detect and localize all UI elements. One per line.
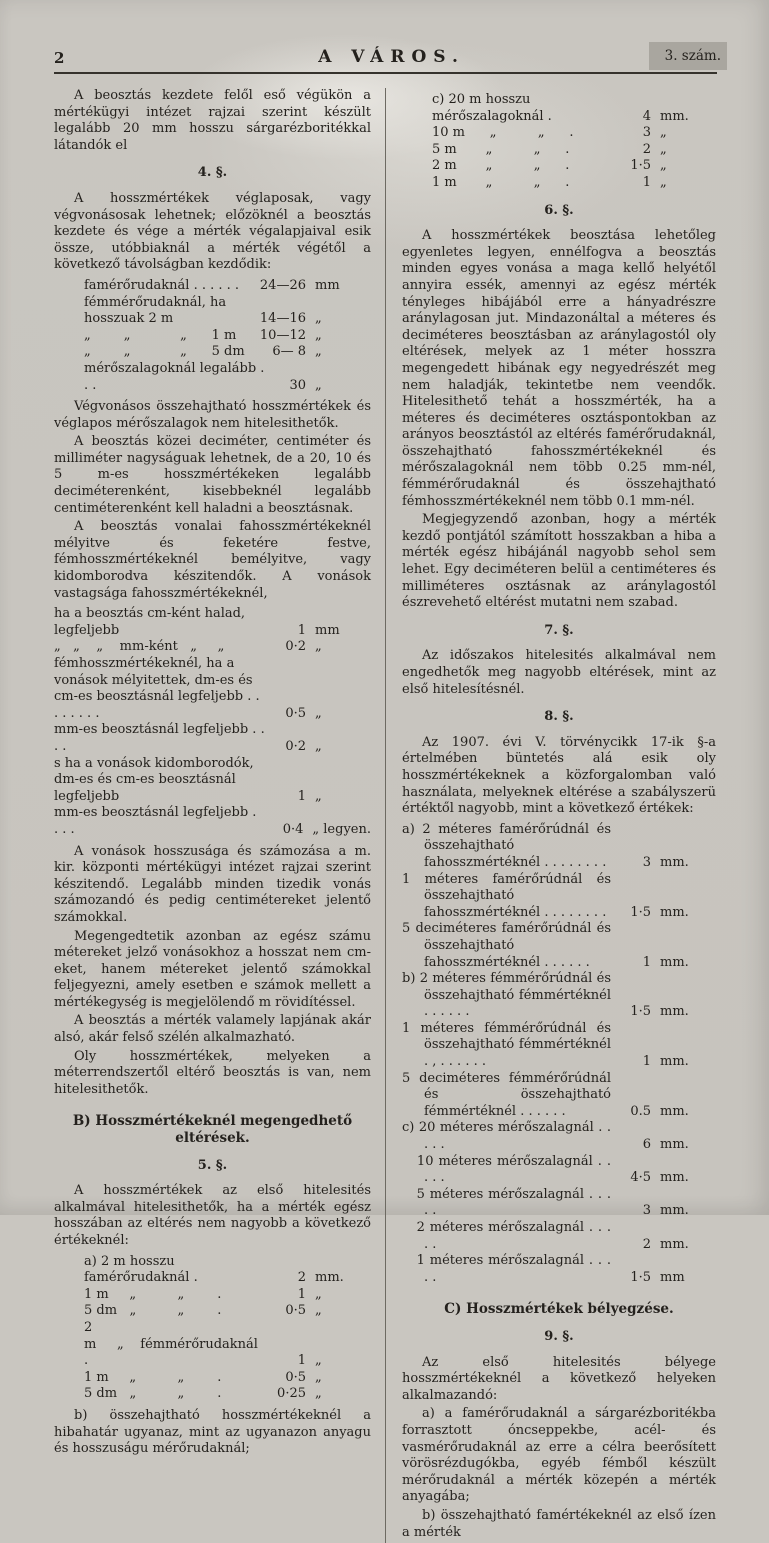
row-value: 0·25 xyxy=(277,1386,306,1402)
row-unit: „ xyxy=(660,174,667,190)
subsection-title: C) Hosszmértékek bélyegzése. xyxy=(444,1301,674,1318)
paragraph: Oly hosszmértékek, melyeken a méterrendszertől eltérő beosztás is van, nem hitelesithetők. xyxy=(54,1048,371,1097)
row-value: 14—16 xyxy=(259,311,306,327)
paragraph: A beosztás a mérték valamely lapjának akár alsó, akár felső szélén alkalmazható. xyxy=(54,1013,371,1046)
paragraph: Az időszakos hitelesités alkalmával nem engedhetők meg nagyobb eltérések, mint az első hitelesítésnél. xyxy=(402,648,716,697)
row-unit: „ xyxy=(315,738,322,754)
row-label: 2 m „ fémmérőrudaknál . xyxy=(84,1319,258,1369)
row-unit: „ xyxy=(315,311,322,327)
section-number: 8. §. xyxy=(544,709,574,725)
table-row xyxy=(54,606,371,639)
row-unit: „ xyxy=(315,705,322,721)
row-label: 5 dm „ „ . xyxy=(84,1303,222,1319)
row-value: 1 xyxy=(642,174,651,190)
paragraph: b) összehajtható hosszmértékeknél a hibahatár ugyanaz, mint az ugyanazon anyagu és hosszuságu mérőrudaknál; xyxy=(54,1407,371,1457)
row-label: mm-es beosztásnál legfeljebb . . . . xyxy=(54,722,265,754)
section-number: 5. §. xyxy=(197,1157,228,1173)
header-rule xyxy=(54,72,717,74)
row-value: 4 xyxy=(642,108,651,124)
paragraph: Az első hitelesités bélyege hosszmértékeknél a következő helyeken alkalmazandó: xyxy=(402,1354,716,1403)
row-value: 1·5 xyxy=(630,158,651,174)
table-row xyxy=(84,344,371,361)
row-label: c) 20 m hosszu mérőszalagoknál . xyxy=(432,92,552,124)
row-value: 6— 8 xyxy=(272,344,306,360)
row-value: 0·4 xyxy=(282,821,304,837)
row-value: 24—26 xyxy=(259,277,306,293)
row-label: 1 m „ „ . xyxy=(432,174,570,190)
paper-title: A VÁROS. xyxy=(318,47,465,67)
value-table xyxy=(402,822,716,1287)
row-label: fémhosszmértékeknél, ha a vonások mélyitettek, dm-es és cm-es beosztásnál legfeljebb . . . . . . . . xyxy=(54,656,260,721)
row-label: 10 méteres mérőszalagnál . . . . . xyxy=(402,1153,611,1186)
table-row xyxy=(84,295,371,328)
row-value: 1 xyxy=(642,1054,651,1070)
table-row xyxy=(402,971,716,1021)
paragraph: A hosszmértékek véglaposak, vagy végvonásosak lehetnek; előzöknél a beosztás kezdete és vége a mérték végalapjaival esik össze, utóbbiaknál a mérték végétől a következő távolságban kezdődik: xyxy=(54,190,371,273)
row-unit: „ xyxy=(660,141,667,157)
row-unit: „ xyxy=(315,344,322,360)
paragraph: A hosszmértékek az első hitelesités alkalmával hitelesithetők, ha a mérték egész hosszában az eltérés nem nagyobb a következő értékeknél: xyxy=(54,1183,371,1248)
row-unit: mm. xyxy=(660,1054,689,1070)
row-unit: mm xyxy=(660,1269,685,1285)
row-value: 10—12 xyxy=(259,327,306,343)
table-row xyxy=(402,1253,716,1286)
table-row xyxy=(432,125,716,142)
section-number: 9. §. xyxy=(544,1328,574,1344)
right-column xyxy=(385,88,716,1543)
row-unit: mm. xyxy=(660,1170,689,1186)
row-unit: „ xyxy=(315,1369,322,1385)
table-row xyxy=(432,158,716,175)
row-unit: „ xyxy=(660,125,667,141)
paragraph: Az 1907. évi V. törvénycikk 17-ik §-a értelmében büntetés alá esik oly hosszmértékeknek a közforgalomban való használata, melyeknek eltérése a szabályszerü értéktől nagyobb, mint a következő értékek: xyxy=(402,734,716,817)
table-row xyxy=(432,175,716,192)
row-label: 1 m „ „ . xyxy=(84,1369,222,1385)
table-row xyxy=(54,756,371,806)
table-row xyxy=(402,1154,716,1187)
row-label: 10 m „ „ . xyxy=(432,125,574,141)
row-unit: mm xyxy=(315,622,340,638)
row-label: „ „ „ 1 m xyxy=(84,327,237,343)
row-unit: mm. xyxy=(660,1137,689,1153)
row-value: 2 xyxy=(642,141,651,157)
row-label: 1 m „ „ . xyxy=(84,1286,222,1302)
row-label: mérőszalagoknál legalább . . . xyxy=(84,360,265,393)
row-value: 6 xyxy=(642,1137,651,1153)
row-label: a) 2 m hosszu famérőrudaknál . xyxy=(84,1253,198,1286)
row-unit: „ xyxy=(315,377,322,393)
row-label: 1 méteres famérőrúdnál és összehajtható fahosszmértéknél . . . . . . . . xyxy=(402,871,611,920)
row-value: 1 xyxy=(297,1353,306,1369)
row-value: 0.5 xyxy=(630,1103,651,1119)
row-label: „ „ „ mm-ként „ „ xyxy=(54,639,225,655)
row-unit: „ xyxy=(660,158,667,174)
row-unit: mm. xyxy=(315,1270,344,1286)
row-value: 0·2 xyxy=(285,738,306,754)
paragraph: a) a famérőrudaknál a sárgarézboritékba forrasztott óncseppekbe, acél- és vasmérőrudaknál az erre a célra beerősített vörösrézdugókba, egyéb fémből készült mérőrudaknál a mérték közepén a mérték anyagába; xyxy=(402,1406,716,1505)
paragraph: A hosszmértékek beosztása lehetőleg egyenletes legyen, ennélfogva a beosztás minden egyes vonása a maga kellő helyétől annyira essék, amennyi az egész mérték tényleges hibájából erre a hányadrészre aránylagosan jut. Mindazonáltal a méteres és deciméteres beosztásban az aránylagostól oly eltérések, melyek az 1 méter hosszra megengedett hibának egy negyedrészét meg nem haladják, tekintetbe nem veendők. Hitelesithető tehát a hosszmérték, ha a méteres és deciméteres osztáspontokban az arányos beosztástól az eltérés famérőrudaknál, összehajtható fahosszmértékeknél és mérőszalagoknál nem több 0.25 mm-nél, fémmérőrudaknál és összehajtható fémhosszmértékeknél nem több 0.1 mm-nél. xyxy=(402,228,716,509)
row-value: 0·5 xyxy=(285,1369,306,1385)
table-row xyxy=(84,278,371,295)
paragraph: Végvonásos összehajtható hosszmértékek és véglapos mérőszalagok nem hitelesithetők. xyxy=(54,399,371,431)
table-row xyxy=(84,1320,371,1370)
issue-number: 3. szám. xyxy=(649,42,727,70)
row-value: 1 xyxy=(297,1286,306,1302)
row-unit: mm. xyxy=(660,1236,689,1252)
row-unit: mm. xyxy=(660,1004,689,1020)
table-row xyxy=(54,656,371,722)
row-unit: „ xyxy=(315,1386,322,1402)
row-value: 1·5 xyxy=(630,904,651,920)
row-label: mm-es beosztásnál legfeljebb . . . . xyxy=(54,805,257,837)
row-label: 1 méteres fémmérőrúdnál és összehajtható fémmértéknél . , . . . . . . xyxy=(402,1020,611,1070)
section-number: 6. §. xyxy=(544,202,574,218)
paragraph: Megjegyzendő azonban, hogy a mérték kezdő pontjától számított hosszakban a hiba a mérték egész hibájánál nagyobb sehol sem lehet. Egy deciméteren belül a centiméteres és milliméteres osztásnak az aránylagostól észrevehető eltérést mutatni nem szabad. xyxy=(402,512,716,611)
row-label: 5 dm „ „ . xyxy=(84,1386,222,1402)
row-value: 1·5 xyxy=(630,1269,651,1285)
row-label: 2 méteres mérőszalagnál . . . . . xyxy=(402,1220,611,1252)
table-row xyxy=(402,1187,716,1220)
row-label: c) 20 méteres mérőszalagnál . . . . . xyxy=(402,1120,611,1153)
row-unit: mm. xyxy=(660,954,689,970)
row-value: 1 xyxy=(297,788,306,804)
table-row xyxy=(402,1120,716,1153)
row-label: b) 2 méteres fémmérőrúdnál és összehajtható fémmértéknél . . . . . . xyxy=(402,971,611,1020)
page-number: 2 xyxy=(54,49,65,67)
table-row xyxy=(402,921,716,971)
row-label: „ „ „ 5 dm xyxy=(84,344,245,360)
paragraph: Megengedtetik azonban az egész számu métereket jelző vonásokhoz a hosszat nem cm-eket, hanem métereket jelentő számokkal feljegyezni, amely esetben e számok mellett a mértékegység is megjelölendő m rövidítéssel. xyxy=(54,928,371,1010)
masthead xyxy=(54,44,721,70)
value-table xyxy=(54,278,371,394)
table-row xyxy=(84,361,371,394)
table-row xyxy=(84,328,371,345)
row-label: 5 méteres mérőszalagnál . . . . . xyxy=(402,1186,611,1219)
row-label: 1 méteres mérőszalagnál . . . . . xyxy=(402,1253,611,1285)
section-number: 7. §. xyxy=(544,622,574,638)
row-unit: mm. xyxy=(660,1103,689,1119)
row-value: 0·2 xyxy=(285,639,306,655)
row-value: 3 xyxy=(642,1203,651,1219)
row-value: 0·5 xyxy=(285,705,306,721)
table-row xyxy=(84,1370,371,1387)
row-label: s ha a vonások kidomborodók, dm-es és cm-es beosztásnál legfeljebb xyxy=(54,755,254,804)
row-value: 3 xyxy=(642,125,651,141)
section-number: 4. §. xyxy=(197,165,228,181)
paragraph: A beosztás kezdete felől eső végükön a mértékügyi intézet rajzai szerint készült legalább 20 mm hosszu sárgarézboritékkal látandók el xyxy=(54,88,371,153)
subsection-title: B) Hosszmértékeknél megengedhető eltérések. xyxy=(72,1113,353,1147)
row-value: 1 xyxy=(642,954,651,970)
row-value: 30 xyxy=(289,377,306,393)
row-unit: mm. xyxy=(660,108,689,124)
value-table xyxy=(54,606,371,838)
table-row xyxy=(84,1287,371,1304)
row-value: 2 xyxy=(642,1236,651,1252)
row-value: 0·5 xyxy=(285,1303,306,1319)
table-row xyxy=(84,1386,371,1403)
value-table xyxy=(402,92,716,192)
row-unit: „ xyxy=(315,1286,322,1302)
row-unit: mm xyxy=(315,277,340,293)
left-column xyxy=(54,88,386,1543)
row-unit: „ xyxy=(315,1353,322,1369)
row-label: a) 2 méteres famérőrúdnál és összehajtható fahosszmértéknél . . . . . . . . xyxy=(402,821,611,870)
table-row xyxy=(54,805,371,838)
table-row xyxy=(54,722,371,755)
row-label: ha a beosztás cm-ként halad, legfeljebb xyxy=(54,606,246,638)
row-value: 1·5 xyxy=(630,1004,651,1020)
row-unit: mm. xyxy=(660,854,689,870)
row-unit: „ xyxy=(315,788,322,804)
table-row xyxy=(432,92,716,125)
paragraph: A vonások hosszusága és számozása a m. kir. központi mértékügyi intézet rajzai szerint készitendő. Legalább minden tizedik vonás számozandó és pedig centimétereket jelentő számokkal. xyxy=(54,843,371,925)
table-row xyxy=(402,1021,716,1071)
row-value: 2 xyxy=(297,1270,306,1286)
row-value: 1 xyxy=(297,622,306,638)
table-row xyxy=(84,1254,371,1287)
row-unit: „ xyxy=(315,1303,322,1319)
row-value: 4·5 xyxy=(630,1170,651,1186)
table-row xyxy=(402,1071,716,1121)
row-label: 5 deciméteres fémmérőrúdnál és összehajtható fémmértéknél . . . . . . xyxy=(402,1070,611,1119)
row-unit: mm. xyxy=(660,904,689,920)
row-value: 3 xyxy=(642,854,651,870)
table-row xyxy=(402,822,716,872)
article-columns xyxy=(54,88,717,1543)
row-label: 2 m „ „ . xyxy=(432,158,570,174)
row-label: famérőrudaknál . . . . . . xyxy=(84,277,240,293)
paragraph: A beosztás közei deciméter, centiméter és milliméter nagyságuak lehetnek, de a 20, 10 és 5 m-es hosszmértékeken legalább deciméterenként, kisebbeknél legalább centiméterenként kell haladni a beosztásnak. xyxy=(54,434,371,516)
row-label: fémmérőrudaknál, ha hosszuak 2 m xyxy=(84,294,227,327)
table-row xyxy=(432,142,716,159)
table-row xyxy=(84,1303,371,1320)
value-table xyxy=(54,1254,371,1403)
table-row xyxy=(402,872,716,922)
table-row xyxy=(54,639,371,656)
row-label: 5 deciméteres famérőrúdnál és összehajtható fahosszmértéknél . . . . . . xyxy=(402,921,611,970)
row-unit: mm. xyxy=(660,1203,689,1219)
paragraph: A beosztás vonalai fahosszmértékeknél mélyitve és feketére festve, fémhosszmértékeknél bemélyitve, vagy kidomborodva készitendők. A vonások vastagsága fahosszmértékeknél, xyxy=(54,519,371,601)
row-unit: „ legyen. xyxy=(312,821,371,837)
table-row xyxy=(402,1220,716,1253)
row-unit: „ xyxy=(315,639,322,655)
row-unit: „ xyxy=(315,327,322,343)
row-label: 5 m „ „ . xyxy=(432,141,570,157)
paragraph: b) összehajtható famértékeknél az első ízen a mérték xyxy=(402,1507,716,1540)
